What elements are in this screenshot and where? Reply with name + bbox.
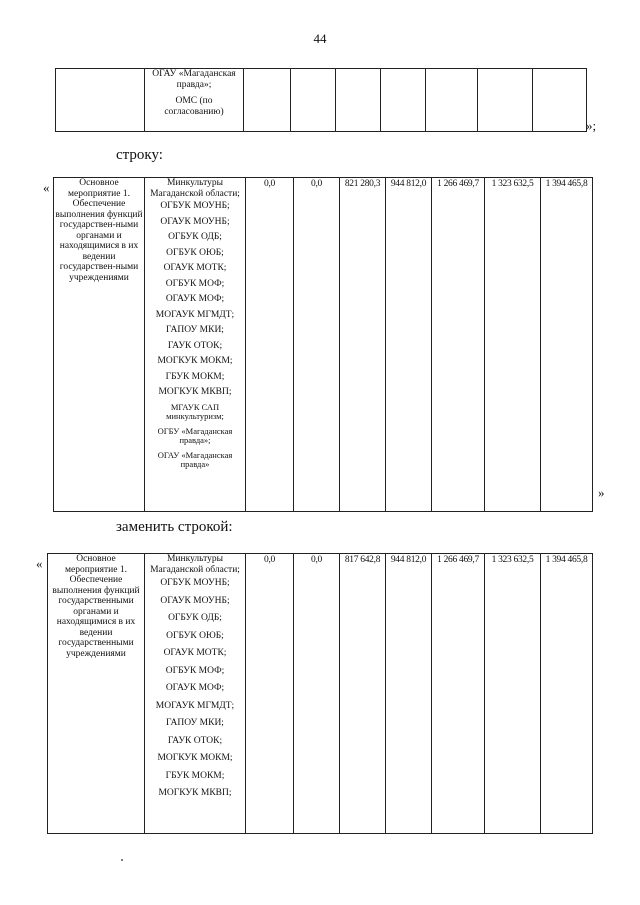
top-value-cell: [381, 69, 426, 132]
executor-name: ОГБУК ОДБ;: [168, 613, 222, 623]
executors-cell: [145, 554, 246, 834]
value-cell: 1 266 469,7: [432, 554, 485, 834]
value-cell: 821 280,3: [340, 178, 386, 512]
executor-name: ОГБУК МОУНБ;: [160, 578, 230, 588]
activity-cell: [54, 178, 145, 512]
value-cell: 1 394 465,8: [541, 554, 593, 834]
top-executor-cell: [145, 69, 244, 132]
executor-name: ОГБУК ОЮБ;: [166, 630, 224, 641]
executor-name: ГАПОУ МКИ;: [166, 325, 224, 335]
top-table: [55, 68, 587, 132]
executor-name: ГАПОУ МКИ;: [166, 718, 224, 728]
activity-cell: [48, 554, 145, 834]
executor-name: МОГКУК МКВП;: [158, 788, 232, 798]
open-quote: «: [36, 556, 43, 571]
executors-cell: [145, 178, 246, 512]
top-activity-cell: [56, 69, 145, 132]
executor-name: ОГАУК МОТК;: [163, 263, 227, 273]
open-quote: «: [43, 180, 50, 195]
top-value-cell: [291, 69, 336, 132]
value-cell: 0,0: [294, 554, 340, 834]
executor-name: ОГАУК МОУНБ;: [160, 595, 230, 606]
executor-name: ОГАУК МОТК;: [163, 648, 227, 658]
executor-name: ОГБУК ОЮБ;: [166, 247, 224, 258]
executor-name: ОГАУ «Магаданская правда»;: [152, 69, 236, 90]
executor-name: МОГАУК МГМДТ;: [155, 309, 235, 320]
page-number: 44: [313, 31, 327, 46]
value-cell: 1 394 465,8: [541, 178, 593, 512]
activity-text: Основное мероприятие 1. Обеспечение выполнения функций государствен-ными органами и находящимися в их ведении государствен-ными учреждениями: [55, 178, 143, 283]
top-value-cell: [244, 69, 291, 132]
executor-name: ОГАУ «Магаданская правда»: [157, 449, 233, 469]
executor-name: ОГБУК МОФ;: [165, 665, 225, 676]
executor-name: ГБУК МОКМ;: [165, 371, 225, 382]
scan-speck: [121, 859, 123, 861]
new-row-table: [47, 553, 593, 834]
executor-name: ОГАУК МОУНБ;: [160, 216, 230, 227]
executor-name: ОГБУК МОУНБ;: [160, 201, 230, 211]
close-quote: »: [598, 485, 605, 500]
activity-text: Основное мероприятие 1. Обеспечение выполнения функций государственными органами и находящимися в их ведении государственными учреждениями: [52, 554, 140, 659]
executor-name: ГАУК ОТОК;: [167, 340, 223, 351]
executor-name: Минкультуры Магаданской области;: [150, 554, 240, 575]
executor-name: ОГБУК ОДБ;: [168, 232, 222, 242]
label-replace: заменить строкой:: [116, 519, 233, 535]
value-cell: 817 642,8: [340, 554, 386, 834]
executor-name: МОГКУК МОКМ;: [157, 753, 233, 763]
executor-name: ОГБУ «Магаданская правда»;: [157, 425, 233, 445]
executor-name: ОМС (по согласованию): [164, 96, 224, 117]
executor-name: Минкультуры Магаданской области;: [150, 178, 240, 199]
executor-name: ОГАУК МОФ;: [165, 683, 225, 693]
value-cell: 0,0: [246, 554, 294, 834]
executor-name: ГАУК ОТОК;: [167, 735, 223, 746]
top-value-cell: [478, 69, 533, 132]
top-value-cell: [336, 69, 381, 132]
top-value-cell: [426, 69, 478, 132]
value-cell: 0,0: [246, 178, 294, 512]
value-cell: 944 812,0: [386, 178, 432, 512]
executor-name: МОГКУК МОКМ;: [157, 356, 233, 366]
executor-name: МГАУК САП минкультуризм;: [166, 401, 224, 421]
value-cell: 1 323 632,5: [485, 178, 541, 512]
value-cell: 1 323 632,5: [485, 554, 541, 834]
executor-name: МОГКУК МКВП;: [158, 387, 232, 397]
value-cell: 0,0: [294, 178, 340, 512]
executor-name: ОГБУК МОФ;: [165, 278, 225, 289]
value-cell: 944 812,0: [386, 554, 432, 834]
closing-mark: »;: [586, 118, 597, 133]
old-row-table: [53, 177, 593, 512]
executor-name: ОГАУК МОФ;: [165, 294, 225, 304]
executor-name: ГБУК МОКМ;: [165, 770, 225, 781]
top-value-cell: [533, 69, 587, 132]
executor-name: МОГАУК МГМДТ;: [155, 700, 235, 711]
label-row: строку:: [116, 147, 163, 163]
value-cell: 1 266 469,7: [432, 178, 485, 512]
